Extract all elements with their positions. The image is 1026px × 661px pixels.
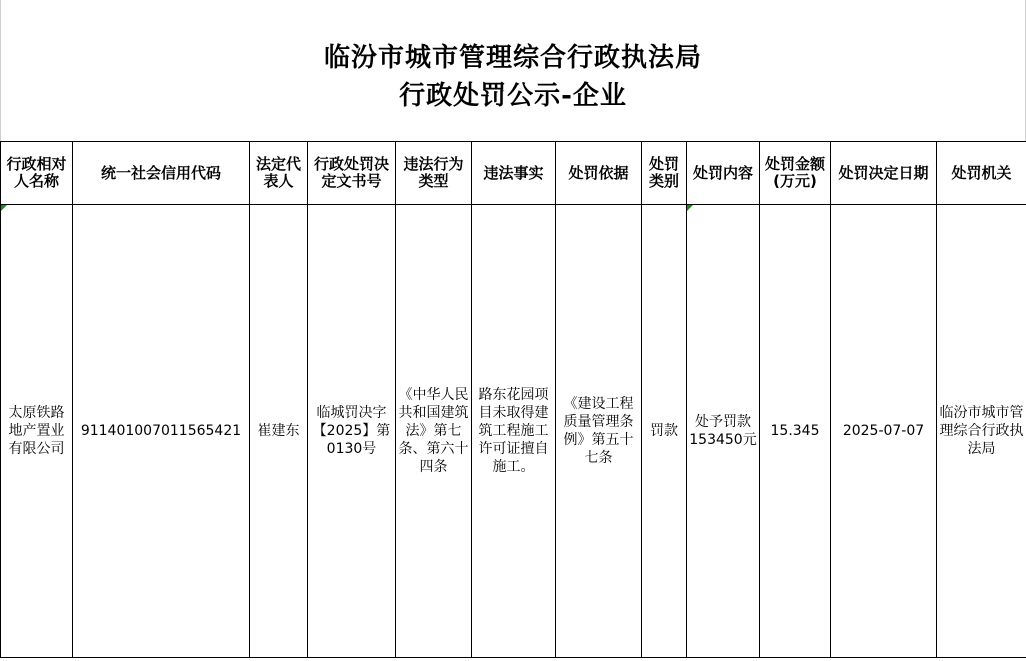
cell-violation-type: 《中华人民共和国建筑法》第七条、第六十四条: [396, 205, 472, 658]
penalty-table: [0, 141, 1026, 658]
cell-decision-date: 2025-07-07: [831, 205, 937, 658]
header-party-name: 行政相对人名称: [1, 142, 73, 205]
cell-penalty-content: 处予罚款153450元: [687, 205, 760, 658]
header-penalty-amount: 处罚金额(万元): [760, 142, 831, 205]
header-violation-type: 违法行为类型: [396, 142, 472, 205]
page-title: 临汾市城市管理综合行政执法局: [323, 43, 702, 73]
table-row: [1, 205, 1026, 658]
cell-penalty-amount: 15.345: [760, 205, 831, 658]
header-decision-no: 行政处罚决定文书号: [308, 142, 396, 205]
header-penalty-content: 处罚内容: [687, 142, 760, 205]
cell-authority: 临汾市城市管理综合行政执法局: [937, 205, 1026, 658]
cell-penalty-category: 罚款: [642, 205, 687, 658]
header-authority: 处罚机关: [937, 142, 1026, 205]
header-legal-rep: 法定代表人: [250, 142, 308, 205]
cell-penalty-basis: 《建设工程质量管理条例》第五十七条: [556, 205, 642, 658]
header-decision-date: 处罚决定日期: [831, 142, 937, 205]
header-penalty-category: 处罚类别: [642, 142, 687, 205]
table-header-row: [1, 142, 1026, 205]
page-subtitle: 行政处罚公示-企业: [399, 81, 627, 111]
cell-decision-no: 临城罚决字【2025】第0130号: [308, 205, 396, 658]
header-violation-facts: 违法事实: [472, 142, 556, 205]
page-header: [0, 0, 1026, 141]
cell-party-name: 太原铁路地产置业有限公司: [1, 205, 73, 658]
header-credit-code: 统一社会信用代码: [73, 142, 250, 205]
cell-credit-code: 911401007011565421: [73, 205, 250, 658]
cell-violation-facts: 路东花园项目未取得建筑工程施工许可证擅自施工。: [472, 205, 556, 658]
cell-legal-rep: 崔建东: [250, 205, 308, 658]
header-penalty-basis: 处罚依据: [556, 142, 642, 205]
